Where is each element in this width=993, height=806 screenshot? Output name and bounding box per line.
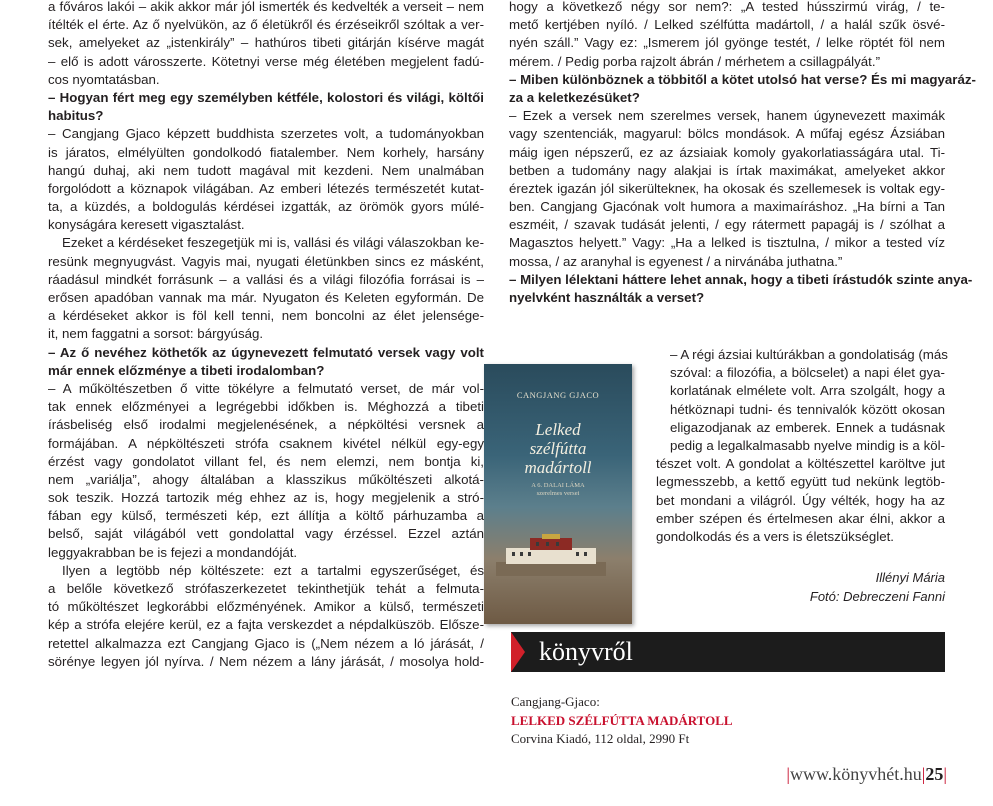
text-line: a belőle következő strófaszerkezetet tekinthetjük tehát a felmuta- [48, 581, 484, 596]
text-line: kép a strófa elejére kerül, ez a fajta verskezdet a népdalküszöb. Előszе- [48, 617, 484, 633]
book-author: Cangjang-Gjaco: [511, 694, 600, 709]
text-line: hogy a következő négy sor nem?: „A tested hússzirmú virág, / te- [509, 0, 945, 14]
text-line: a kérdéseket akkor is föl kell tenni, nem boncolni az élet jelensége- [48, 308, 484, 324]
book-cover [484, 364, 632, 624]
text-line: fában egy külső, természeti kép, ezt állítja a költő párhuzamba a [48, 508, 484, 524]
page-number: 25 [925, 764, 944, 784]
cover-title-line: Lelked [535, 420, 581, 439]
footer-domain: www.könyvhét.hu [789, 764, 922, 784]
question-line: – Az ő nevéhez köthetők az úgynevezett felmutató versek vagy volt [48, 344, 484, 360]
text-line: it, nem faggatni a sorsot: bárgyúság. [48, 326, 264, 342]
cover-author: CANGJANG GJACO [516, 390, 600, 400]
left-column [48, 0, 484, 671]
text-line: írásbeliség első irodalmi megjelenésének, a népköltési versnek a [48, 417, 484, 433]
text-line: mérem. / Pedig porba rajzolt ábrán / mérhetem a csillagpályát.” [509, 53, 881, 69]
text-line: ráadásul mindkét forrásunk – a vallási és a világi filozófia forrásai is – [48, 271, 484, 287]
text-line: forgolódott a köznapok világában. Az emberi létezés természetét kutat- [48, 180, 484, 196]
section-marker [511, 632, 525, 672]
text-line: hétköznapi tudni- és tennivalók között okosan [670, 401, 945, 417]
text-line: is járatos, elmélyülten gondolkodó fiatalember. Nem korhely, harsány [48, 144, 484, 160]
text-line: Magasztos helyett.” Vagy: „Ha a lelked is tisztulna, / mikor a tested víz [509, 235, 945, 251]
text-line: leggyakrabban be is fejezi a mondandóját. [48, 544, 298, 560]
text-line: formájában. A népköltészeti strófa csaknem kivétel nélkül egy-egy [48, 435, 484, 451]
text-line: tó műköltészet legkorábbi előzményének. Amikor a külső, természeti [48, 599, 484, 615]
text-line: a főváros lakói – akik akkor már jól ismerték és kedvelték a verseit – nem [48, 0, 484, 14]
text-line: – elő is adott városszerte. Kötetnyi verse még életében megjelent fadú- [48, 53, 484, 69]
question-line: – Milyen lélektani háttere lehet annak, hogy a tibeti írástudók szinte anya- [509, 271, 973, 287]
text-line: konyságára keresett vigasztalást. [48, 217, 245, 233]
text-line: – Cangjang Gjaco képzett buddhista szerzetes volt, a tudományokban [48, 126, 484, 142]
text-line: nyén száll.” Vagy ez: „Ismerem jól gyönge testét, / lelke röptét föl nem [509, 35, 945, 51]
question-line: habitus? [48, 108, 104, 124]
question-line: – Hogyan fért meg egy személyben kétféle, kolostori és világi, költői [48, 89, 484, 105]
byline-photo: Fotó: Debreczeni Fanni [809, 589, 945, 604]
section-header [511, 632, 945, 672]
text-line: sok teszik. Hozzá tartozik még ehhez az is, hogy megjelenik a stró- [48, 490, 484, 506]
text-line: eszméit, / szavak tudását jelenti, / egy rátermett papagáj is / szólhat a [509, 217, 945, 233]
cover-subtitle [484, 482, 632, 498]
book-details: Corvina Kiadó, 112 oldal, 2990 Ft [511, 731, 690, 746]
byline [656, 568, 945, 606]
question-line: za a keletkezésüket? [509, 89, 640, 105]
text-line: Ilyen a legtöbb nép költészete: ezt a tartalmi egyszerűséget, és [62, 562, 484, 578]
text-line: szóval: a filozófia, a bölcselet) a napi élet gya- [670, 365, 945, 381]
text-line: legmesszebb, a kettő együtt tud nekünk legtöb- [656, 474, 945, 490]
cover-title-line: madártoll [524, 458, 592, 477]
text-line: vagy szentenciák, magyarul: bölcs mondások. A műfaj egész Ázsiában [509, 126, 945, 142]
footer-separator: | [786, 764, 790, 784]
book-title: LELKED SZÉLFÚTTA MADÁRTOLL [511, 712, 733, 728]
text-line: nem „variálja”, ahogy általában a klasszikus műköltészeti alkotá- [48, 471, 484, 487]
book-info [511, 693, 733, 749]
text-line: ben. Cangjang Gjacónak volt humora a maximaíráshoz. „Ha bírni a Tan [509, 199, 945, 215]
text-line: sek, amelyeket az „istenkirály” – hathúros tibeti gitárján kísérve magát [48, 35, 484, 51]
text-line: – A műköltészetben ő vitte tökélyre a felmutató verset, de már vol- [48, 380, 484, 396]
text-line: ta, a küzdés, a boldogulás kérdései izgatták, az örömök gyors múlé- [48, 199, 484, 215]
text-line: mossa, / az aranyhal is egyenest / a nirvánába juthatna.” [509, 253, 843, 269]
text-line: cos nyomtatásban. [48, 71, 160, 87]
text-line: retettel alkalmazza ezt Cangjang Gjaco is („Nem nézem a ló járását, / [48, 635, 484, 651]
text-line: betben a tudomány nagy alakjai is írtak maximákat, amelyeket akkor [509, 162, 945, 178]
question-line: nyelvként használták a verset? [509, 290, 705, 305]
text-line: pedig a legalkalmasabb nyelve mindig is a köl- [670, 437, 945, 453]
text-line: bet mondani a világról. Úgy vélték, hogy ha az [656, 492, 945, 508]
text-line: belső, saját világából vett gondolattal vagy érzéssel. Ezzel aztán [48, 526, 484, 542]
cover-subtitle-line: szerelmes versei [536, 490, 580, 497]
text-line: resünk megnyugvást. Vagyis mai, nyugati életünkben sincs ez másként, [48, 253, 484, 269]
text-line: tészet volt. A gondolat a költészettel karöltve jut [656, 456, 945, 472]
right-column-top [509, 0, 976, 307]
footer-separator: | [943, 764, 947, 784]
text-line: mető kertjében nyíló. / Lelked szélfútta madártoll, / a halál szűk ösvé- [509, 17, 945, 33]
question-line: – Miben különböznek a többitől a kötet utolsó hat verse? És mi magyaráz- [509, 71, 976, 87]
text-line: máig igen népszerű, ez az ázsiaiak komoly gyakorlatiasságára utal. Ti- [509, 144, 945, 160]
text-line: sörénye legyen jól nyírva. / Nem nézem a lány járását, / mosolya hold- [48, 653, 484, 669]
page-footer [786, 764, 947, 785]
text-line: Ezeket a kérdéseket feszegetjük mi is, vallási és világi válaszokban ke- [62, 235, 484, 251]
text-line: – A régi ázsiai kultúrákban a gondolatiság (más [670, 347, 948, 362]
right-column-bottom [656, 346, 948, 546]
text-line: – Ezek a versek nem szerelmes versek, hanem úgynevezett maximák [509, 108, 945, 124]
section-label: könyvről [539, 637, 633, 666]
text-line: hangú duhaj, aki nem tudott magával mit kezdeni. Nem unalmában [48, 162, 484, 178]
cover-subtitle-line: A 6. DALAI LÁMA [531, 482, 585, 489]
cover-title [484, 420, 632, 477]
text-line: gondolkodás és a vers is életszükséglet. [656, 528, 894, 544]
text-line: ember szépen és értelmesen akar élni, akkor a [656, 510, 945, 526]
question-line: már ennek előzménye a tibeti irodalomban? [48, 362, 325, 378]
palace-illustration [496, 534, 606, 576]
text-line: korlatának elmélete volt. Arra szolgált, hogy a [670, 383, 945, 399]
byline-author: Illényi Mária [875, 570, 945, 585]
text-line: erősen apadóban vannak ma már. Nyugaton és Keleten egyformán. De [48, 290, 484, 305]
footer-separator: | [921, 764, 926, 784]
text-line: éreztek igazán jól sikerültekneк, ha okosak és szellemesek is voltak egy- [509, 180, 945, 196]
text-line: eligazodjanak az emberek. Ennek a tudásnak [670, 419, 945, 435]
text-line: érzést vagy gondolatot villant fel, és nem elemzi, nem bontja ki, [48, 453, 484, 469]
text-line: tak ennek előzményei a legrégebbi időkben is. Méghozzá a tibeti [48, 399, 484, 415]
text-line: ítélték el érte. Az ő nyelvükön, az ő életükről és érzéseikről szóltak a ver- [48, 17, 484, 33]
cover-title-line: szélfútta [529, 439, 587, 458]
